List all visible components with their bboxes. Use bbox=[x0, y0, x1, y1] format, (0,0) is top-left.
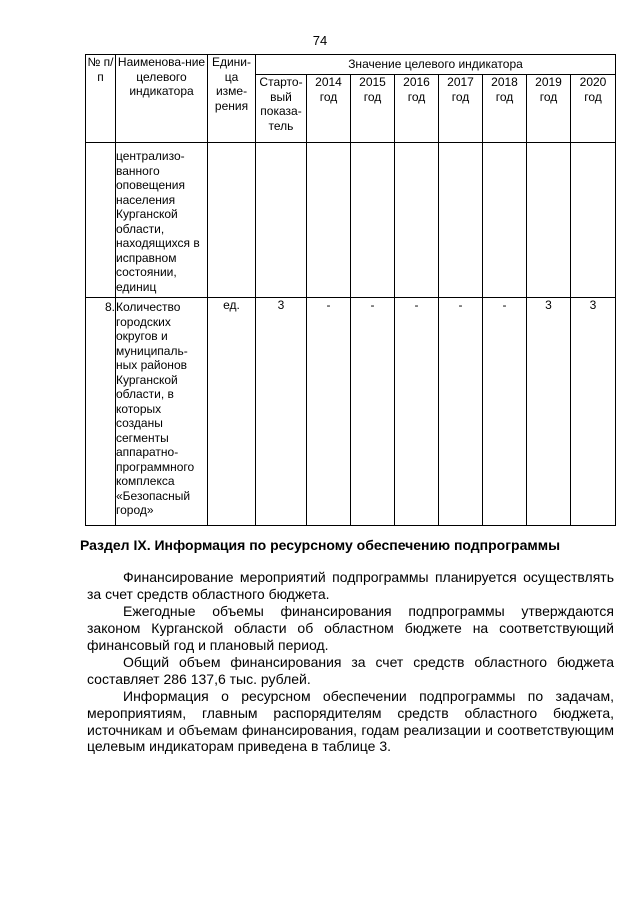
table-row bbox=[86, 298, 616, 526]
row-value: - bbox=[307, 298, 351, 526]
row-value: 3 bbox=[571, 298, 616, 526]
row-value: - bbox=[395, 298, 439, 526]
header-num: № п/п bbox=[86, 55, 116, 143]
row-start bbox=[256, 143, 307, 298]
row-value: - bbox=[439, 298, 483, 526]
header-year-2016: 2016 год bbox=[395, 75, 439, 143]
row-name: Количество городских округов и муниципаль-ных районов Курганской области, в которых созданы сегменты аппаратно-программного комплекса «Безопасный город» bbox=[116, 298, 208, 526]
row-value: 3 bbox=[527, 298, 571, 526]
row-value bbox=[527, 143, 571, 298]
row-name: централизо-ванного оповещения населения Курганской области, находящихся в исправном состоянии, единиц bbox=[116, 143, 208, 298]
row-num: 8. bbox=[86, 298, 116, 526]
table-row bbox=[86, 143, 616, 298]
row-value bbox=[395, 143, 439, 298]
paragraph: Общий объем финансирования за счет средств областного бюджета составляет 286 137,6 тыс. рублей. bbox=[87, 654, 614, 687]
header-unit: Едини-ца изме-рения bbox=[208, 55, 256, 143]
page-number: 74 bbox=[312, 33, 328, 48]
header-start: Старто-вый показа-тель bbox=[256, 75, 307, 143]
header-year-2014: 2014 год bbox=[307, 75, 351, 143]
row-value bbox=[439, 143, 483, 298]
header-year-2017: 2017 год bbox=[439, 75, 483, 143]
row-num bbox=[86, 143, 116, 298]
row-value bbox=[351, 143, 395, 298]
row-value: - bbox=[483, 298, 527, 526]
header-year-2020: 2020 год bbox=[571, 75, 616, 143]
row-value bbox=[571, 143, 616, 298]
row-unit: ед. bbox=[208, 298, 256, 526]
header-name: Наименова-ние целевого индикатора bbox=[116, 55, 208, 143]
paragraph: Ежегодные объемы финансирования подпрограммы утверждаются законом Курганской области об областном бюджете на соответствующий финансовый год и плановый период. bbox=[87, 603, 614, 653]
indicator-table bbox=[85, 54, 616, 526]
paragraph: Финансирование мероприятий подпрограммы планируется осуществлять за счет средств областного бюджета. bbox=[87, 569, 614, 602]
header-year-2019: 2019 год bbox=[527, 75, 571, 143]
header-year-2018: 2018 год bbox=[483, 75, 527, 143]
paragraph: Информация о ресурсном обеспечении подпрограммы по задачам, мероприятиям, главным распорядителям средств областного бюджета, источникам и объемам финансирования, годам реализации и соответствующим целевым индикаторам приведена в таблице 3. bbox=[87, 688, 614, 755]
header-row-1 bbox=[86, 55, 616, 75]
row-value bbox=[483, 143, 527, 298]
section-title: Раздел IX. Информация по ресурсному обеспечению подпрограммы bbox=[79, 537, 561, 553]
row-unit bbox=[208, 143, 256, 298]
row-value bbox=[307, 143, 351, 298]
row-start: 3 bbox=[256, 298, 307, 526]
header-target-value: Значение целевого индикатора bbox=[256, 55, 616, 75]
row-value: - bbox=[351, 298, 395, 526]
header-year-2015: 2015 год bbox=[351, 75, 395, 143]
